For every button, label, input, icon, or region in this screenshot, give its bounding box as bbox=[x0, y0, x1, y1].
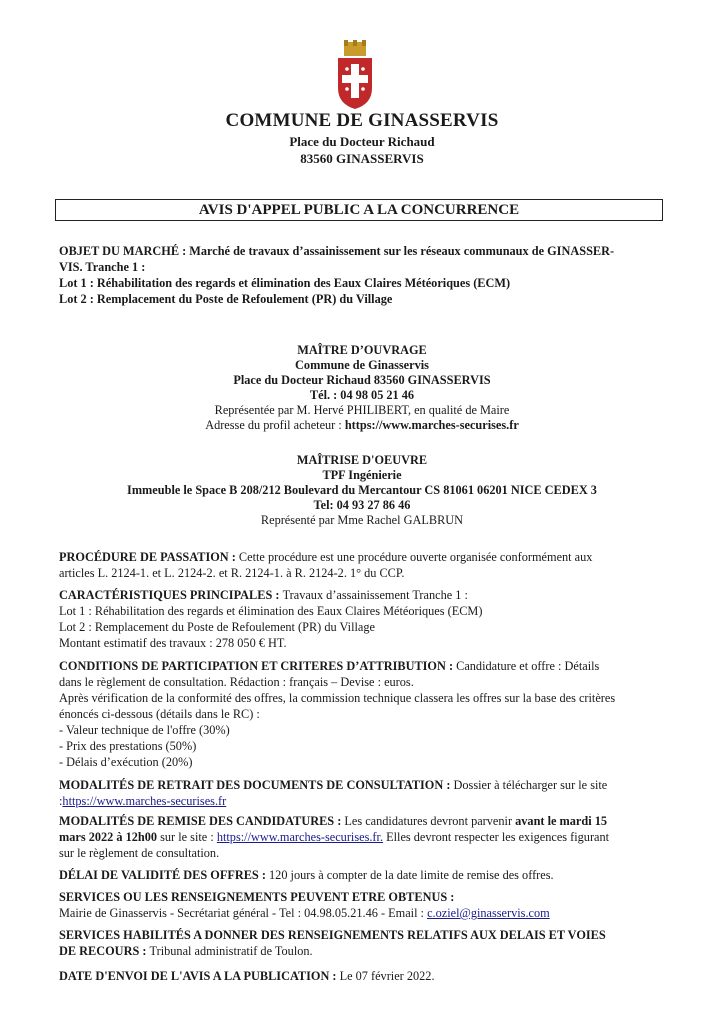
criterion-2: - Prix des prestations (50%) bbox=[59, 739, 197, 753]
maitrise-oeuvre-address: Immeuble le Space B 208/212 Boulevard du Mercantour CS 81061 06201 NICE CEDEX 3 bbox=[127, 483, 597, 497]
remise-label: MODALITÉS DE REMISE DES CANDIDATURES : bbox=[59, 814, 345, 828]
caracteristiques-lot2: Lot 2 : Remplacement du Poste de Refoulement (PR) du Village bbox=[59, 620, 375, 634]
commune-name: COMMUNE DE GINASSERVIS bbox=[225, 110, 499, 131]
conditions-label: CONDITIONS DE PARTICIPATION ET CRITERES D’ATTRIBUTION : bbox=[59, 659, 457, 673]
validite-section bbox=[59, 867, 671, 883]
municipal-crest-icon bbox=[336, 40, 374, 110]
recours-text: Tribunal administratif de Toulon. bbox=[149, 944, 313, 958]
objet-section bbox=[59, 243, 671, 307]
criterion-1: - Valeur technique de l'offre (30%) bbox=[59, 723, 230, 737]
services-label: SERVICES OU LES RENSEIGNEMENTS PEUVENT ETRE OBTENUS : bbox=[59, 890, 455, 904]
maitre-ouvrage-tel: Tél. : 04 98 05 21 46 bbox=[309, 388, 415, 402]
objet-line1: OBJET DU MARCHÉ : Marché de travaux d’assainissement sur les réseaux communaux de GINASSER- bbox=[59, 244, 615, 258]
services-section bbox=[59, 889, 671, 921]
objet-lot1: Lot 1 : Réhabilitation des regards et élimination des Eaux Claires Météoriques (ECM) bbox=[59, 276, 511, 290]
procedure-text2: articles L. 2124-1. et L. 2124-2. et R. 2124-1. à R. 2124-2. 1° du CCP. bbox=[59, 566, 405, 580]
services-text: Mairie de Ginasservis - Secrétariat général - Tel : 04.98.05.21.46 - Email : bbox=[59, 906, 428, 920]
maitrise-oeuvre-title: MAÎTRISE D'OEUVRE bbox=[296, 453, 428, 467]
remise-text3: Elles devront respecter les exigences figurant bbox=[383, 830, 610, 844]
profil-label: Adresse du profil acheteur : bbox=[205, 418, 345, 432]
procedure-section bbox=[59, 549, 671, 581]
recours-section bbox=[59, 927, 671, 959]
recours-label1: SERVICES HABILITÉS A DONNER DES RENSEIGNEMENTS RELATIFS AUX DELAIS ET VOIES bbox=[59, 928, 606, 942]
maitre-ouvrage-name: Commune de Ginasservis bbox=[295, 358, 429, 372]
procedure-text1: Cette procédure est une procédure ouverte organisée conformément aux bbox=[238, 550, 593, 564]
maitre-ouvrage-title: MAÎTRE D’OUVRAGE bbox=[297, 343, 427, 357]
conditions-text3: Après vérification de la conformité des offres, la commission technique classera les offres sur la base des critères bbox=[59, 691, 616, 705]
envoi-text: Le 07 février 2022. bbox=[339, 969, 435, 983]
remise-link[interactable]: https://www.marches-securises.fr. bbox=[216, 830, 384, 844]
conditions-text4: énoncés ci-dessous (détails dans le RC) : bbox=[59, 707, 260, 721]
retrait-section bbox=[59, 777, 671, 809]
remise-deadline-part2: mars 2022 à 12h00 bbox=[59, 830, 158, 844]
maitrise-oeuvre-name: TPF Ingénierie bbox=[322, 468, 402, 482]
procedure-label: PROCÉDURE DE PASSATION : bbox=[59, 550, 239, 564]
caracteristiques-text1: Travaux d’assainissement Tranche 1 : bbox=[282, 588, 468, 602]
retrait-label: MODALITÉS DE RETRAIT DES DOCUMENTS DE CONSULTATION : bbox=[59, 778, 454, 792]
maitre-ouvrage-profil bbox=[0, 417, 724, 433]
objet-line2: VIS. Tranche 1 : bbox=[59, 260, 146, 274]
envoi-section bbox=[59, 968, 671, 984]
services-email[interactable]: c.oziel@ginasservis.com bbox=[427, 906, 550, 920]
maitrise-oeuvre-represented: Représenté par Mme Rachel GALBRUN bbox=[260, 513, 464, 527]
validite-label: DÉLAI DE VALIDITÉ DES OFFRES : bbox=[59, 868, 270, 882]
avis-title: AVIS D'APPEL PUBLIC A LA CONCURRENCE bbox=[55, 199, 663, 221]
remise-section bbox=[59, 813, 671, 861]
retrait-prefix: : bbox=[59, 794, 63, 808]
commune-address-line2: 83560 GINASSERVIS bbox=[300, 151, 424, 166]
caracteristiques-montant: Montant estimatif des travaux : 278 050 € HT. bbox=[59, 636, 287, 650]
recours-label2: DE RECOURS : bbox=[59, 944, 150, 958]
remise-text2: sur le site : bbox=[157, 830, 217, 844]
conditions-section bbox=[59, 658, 671, 770]
maitre-ouvrage-represented: Représentée par M. Hervé PHILIBERT, en qualité de Maire bbox=[214, 403, 510, 417]
validite-text: 120 jours à compter de la date limite de remise des offres. bbox=[269, 868, 554, 882]
remise-deadline-part1: avant le mardi 15 bbox=[515, 814, 608, 828]
profil-url[interactable]: https://www.marches-securises.fr bbox=[344, 418, 519, 432]
maitre-ouvrage-address: Place du Docteur Richaud 83560 GINASSERVIS bbox=[233, 373, 491, 387]
conditions-text1: Candidature et offre : Détails bbox=[456, 659, 600, 673]
objet-lot2: Lot 2 : Remplacement du Poste de Refoulement (PR) du Village bbox=[59, 292, 393, 306]
retrait-text1: Dossier à télécharger sur le site bbox=[453, 778, 608, 792]
caracteristiques-section bbox=[59, 587, 671, 651]
conditions-text2: dans le règlement de consultation. Rédaction : français – Devise : euros. bbox=[59, 675, 414, 689]
remise-text4: sur le règlement de consultation. bbox=[59, 846, 220, 860]
caracteristiques-label: CARACTÉRISTIQUES PRINCIPALES : bbox=[59, 588, 283, 602]
remise-text1: Les candidatures devront parvenir bbox=[344, 814, 516, 828]
retrait-link[interactable]: https://www.marches-securises.fr bbox=[62, 794, 227, 808]
criterion-3: - Délais d’exécution (20%) bbox=[59, 755, 193, 769]
envoi-label: DATE D'ENVOI DE L'AVIS A LA PUBLICATION : bbox=[59, 969, 340, 983]
maitrise-oeuvre-tel: Tel: 04 93 27 86 46 bbox=[313, 498, 411, 512]
caracteristiques-lot1: Lot 1 : Réhabilitation des regards et élimination des Eaux Claires Météoriques (ECM) bbox=[59, 604, 483, 618]
commune-address-line1: Place du Docteur Richaud bbox=[289, 134, 435, 149]
